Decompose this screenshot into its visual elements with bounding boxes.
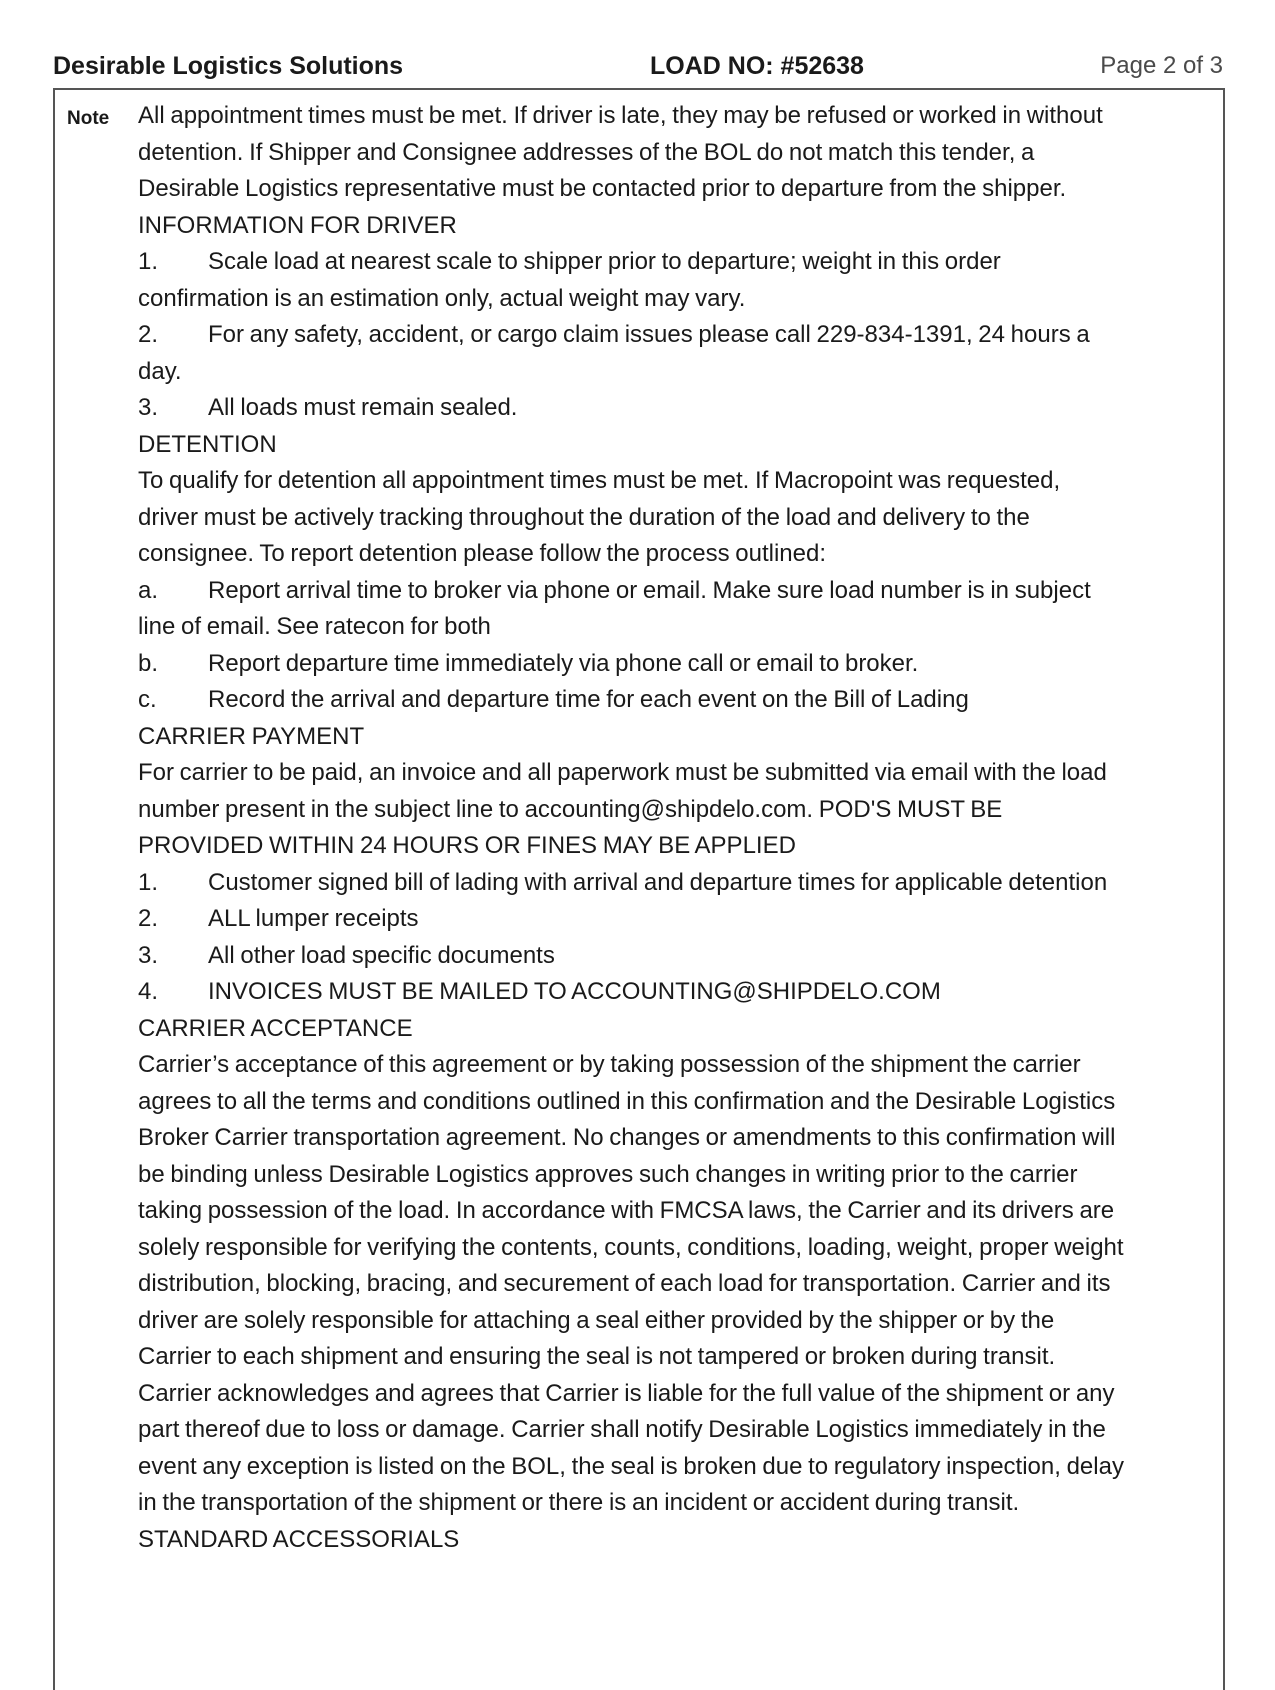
item-text: All other load specific documents	[208, 941, 555, 969]
detention-line: driver must be actively tracking throughout the duration of the load and delivery to the	[138, 503, 1030, 531]
item-continuation: line of email. See ratecon for both	[138, 613, 491, 640]
item-number: 1.	[138, 248, 159, 275]
intro-line: Desirable Logistics representative must be contacted prior to departure from the shipper.	[138, 175, 1067, 202]
acceptance-line: Carrier acknowledges and agrees that Carrier is liable for the full value of the shipment or any	[138, 1379, 1115, 1407]
page-header	[53, 50, 1223, 90]
acceptance-line: part thereof due to loss or damage. Carrier shall notify Desirable Logistics immediately in the	[138, 1416, 1106, 1443]
acceptance-line: event any exception is listed on the BOL, the seal is broken due to regulatory inspection, delay	[138, 1452, 1124, 1480]
payment-line: number present in the subject line to accounting@shipdelo.com. POD'S MUST BE	[138, 795, 1003, 823]
item-number: 4.	[138, 978, 159, 1005]
item-text: Report arrival time to broker via phone or email. Make sure load number is in subject	[208, 576, 1091, 604]
intro-line: detention. If Shipper and Consignee addresses of the BOL do not match this tender, a	[138, 138, 1035, 166]
item-number: 3.	[138, 941, 159, 969]
acceptance-line: distribution, blocking, bracing, and securement of each load for transportation. Carrier and its	[138, 1270, 1111, 1297]
acceptance-line: solely responsible for verifying the contents, counts, conditions, loading, weight, proper weight	[138, 1233, 1124, 1261]
note-label: Note	[67, 108, 110, 129]
item-continuation: day.	[138, 357, 182, 385]
item-text: Customer signed bill of lading with arrival and departure times for applicable detention	[208, 868, 1108, 896]
acceptance-line: agrees to all the terms and conditions outlined in this confirmation and the Desirable Logistics	[138, 1087, 1116, 1115]
load-number: LOAD NO: #52638	[650, 52, 864, 80]
item-text: All loads must remain sealed.	[208, 394, 518, 421]
list-item	[138, 317, 1223, 354]
acceptance-line: Carrier to each shipment and ensuring the seal is not tampered or broken during transit.	[138, 1343, 1056, 1370]
list-item	[138, 974, 1223, 1011]
acceptance-heading: CARRIER ACCEPTANCE	[138, 1014, 413, 1042]
item-number: 2.	[138, 905, 159, 932]
item-number: 3.	[138, 394, 159, 421]
item-number: 1.	[138, 868, 159, 896]
item-number: a.	[138, 576, 159, 604]
payment-line: PROVIDED WITHIN 24 HOURS OR FINES MAY BE APPLIED	[138, 832, 796, 859]
item-number: 2.	[138, 321, 159, 348]
note-box	[53, 88, 1225, 1690]
intro-line: All appointment times must be met. If driver is late, they may be refused or worked in without	[138, 102, 1103, 129]
acceptance-line: driver are solely responsible for attaching a seal either provided by the shipper or by the	[138, 1306, 1055, 1334]
list-item	[138, 865, 1223, 902]
list-item	[138, 901, 1223, 938]
list-item	[138, 244, 1223, 281]
item-text: ALL lumper receipts	[208, 905, 419, 932]
item-text: For any safety, accident, or cargo claim issues please call 229-834-1391, 24 hours a	[208, 321, 1090, 348]
note-content	[138, 98, 1223, 1558]
detention-line: To qualify for detention all appointment times must be met. If Macropoint was requested,	[138, 467, 1061, 494]
acceptance-line: in the transportation of the shipment or there is an incident or accident during transit.	[138, 1489, 1020, 1516]
page-number: Page 2 of 3	[1100, 52, 1223, 79]
acceptance-line: Carrier’s acceptance of this agreement or by taking possession of the shipment the carrier	[138, 1051, 1081, 1078]
item-number: c.	[138, 686, 157, 713]
item-text: INVOICES MUST BE MAILED TO ACCOUNTING@SHIPDELO.COM	[208, 978, 941, 1005]
payment-heading: CARRIER PAYMENT	[138, 722, 365, 750]
item-continuation: confirmation is an estimation only, actual weight may vary.	[138, 284, 746, 312]
detention-line: consignee. To report detention please follow the process outlined:	[138, 540, 827, 567]
item-text: Scale load at nearest scale to shipper prior to departure; weight in this order	[208, 248, 1001, 275]
item-text: Report departure time immediately via phone call or email to broker.	[208, 649, 919, 677]
list-item	[138, 938, 1223, 975]
acceptance-line: Broker Carrier transportation agreement. No changes or amendments to this confirmation will	[138, 1124, 1116, 1151]
list-item	[138, 390, 1223, 427]
acceptance-line: taking possession of the load. In accordance with FMCSA laws, the Carrier and its drivers are	[138, 1197, 1115, 1224]
item-number: b.	[138, 649, 159, 677]
list-item	[138, 573, 1223, 610]
driver-heading: INFORMATION FOR DRIVER	[138, 211, 457, 239]
list-item	[138, 646, 1223, 683]
company-name: Desirable Logistics Solutions	[53, 52, 404, 80]
accessorials-heading: STANDARD ACCESSORIALS	[138, 1525, 460, 1553]
payment-line: For carrier to be paid, an invoice and all paperwork must be submitted via email with the load	[138, 759, 1107, 786]
acceptance-line: be binding unless Desirable Logistics approves such changes in writing prior to the carrier	[138, 1160, 1078, 1188]
list-item	[138, 682, 1223, 719]
detention-heading: DETENTION	[138, 430, 277, 458]
item-text: Record the arrival and departure time for each event on the Bill of Lading	[208, 686, 969, 713]
